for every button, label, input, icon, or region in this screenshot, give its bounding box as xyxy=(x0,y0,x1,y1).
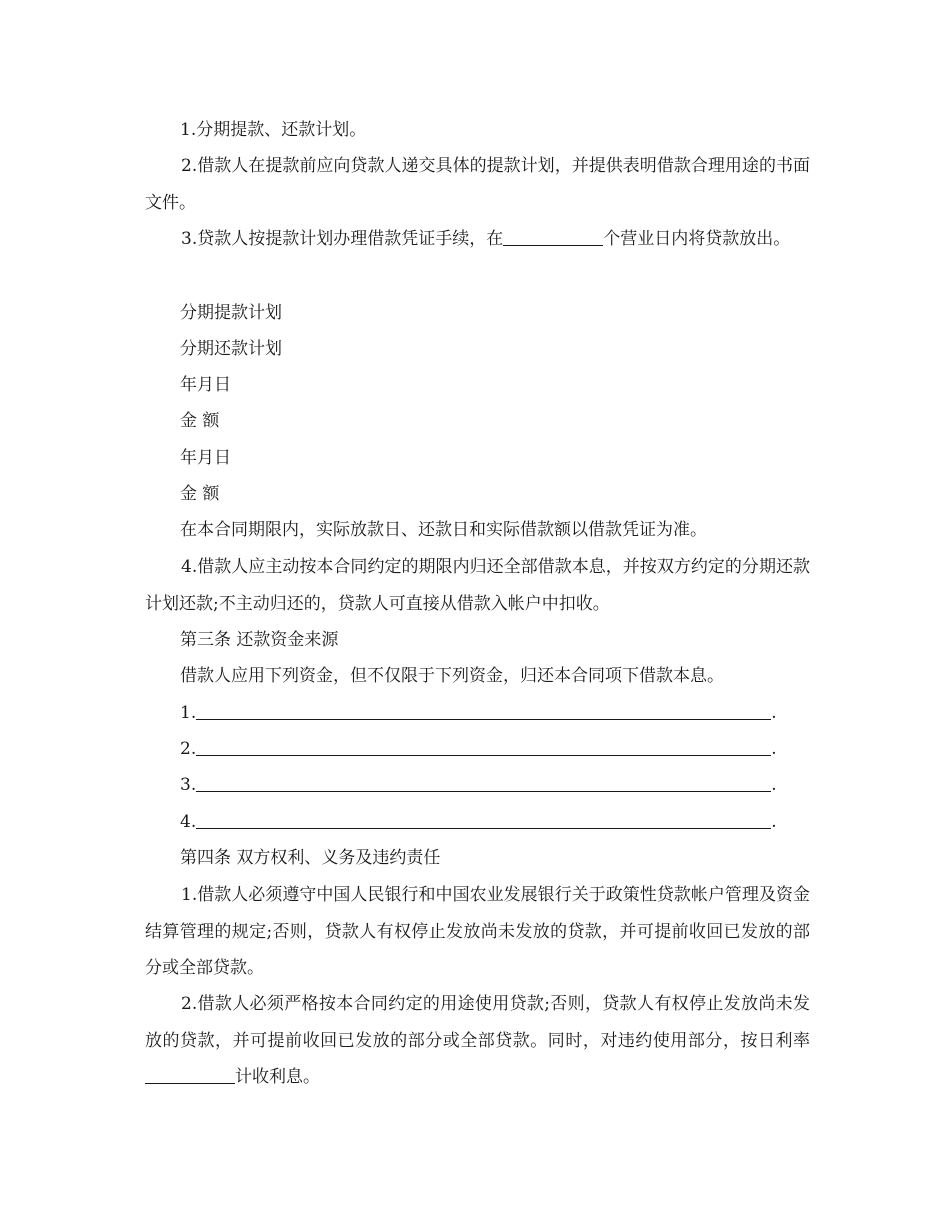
loan-release-text-after: 个营业日内将贷款放出。 xyxy=(603,229,791,249)
source-blank-3 xyxy=(196,773,771,792)
business-days-blank xyxy=(503,227,603,246)
paragraph-loan-release xyxy=(145,221,810,258)
loan-usage-text-before: 2.借款人必须严格按本合同约定的用途使用贷款;否则，贷款人有权停止发放尚未发放的贷款，并可提前收回已发放的部分或全部贷款。同时，对违约使用部分，按日利率 xyxy=(145,994,810,1051)
amount-label-1: 金 额 xyxy=(180,411,220,431)
loan-usage-text-after: 计收利息。 xyxy=(235,1067,320,1087)
source-blank-2 xyxy=(196,737,771,756)
source-number-1: 1. xyxy=(180,703,197,723)
paragraph-loan-usage xyxy=(145,986,810,1096)
article-3-title: 第三条 还款资金来源 xyxy=(180,630,339,650)
paragraph-draw-plan: 2.借款人在提款前应向贷款人递交具体的提款计划，并提供表明借款合理用途的书面文件。 xyxy=(145,156,810,213)
source-number-4: 4. xyxy=(180,812,197,832)
paragraph-plan-heading: 1.分期提款、还款计划。 xyxy=(180,120,367,140)
source-end-3: . xyxy=(771,775,777,795)
funding-source-line-2 xyxy=(180,737,777,761)
paragraph-repayment: 4.借款人应主动按本合同约定的期限内归还全部借款本息，并按双方约定的分期还款计划还款;不主动归还的，贷款人可直接从借款入帐户中扣收。 xyxy=(145,557,810,614)
paragraph-account-rules: 1.借款人必须遵守中国人民银行和中国农业发展银行关于政策性贷款帐户管理及资金结算管理的规定;否则，贷款人有权停止发放尚未发放的贷款，并可提前收回已发放的部分或全部贷款。 xyxy=(145,885,810,978)
source-end-4: . xyxy=(771,812,777,832)
source-end-2: . xyxy=(771,739,777,759)
repay-plan-label: 分期还款计划 xyxy=(180,339,282,359)
funding-source-line-3 xyxy=(180,773,777,797)
source-blank-4 xyxy=(196,810,771,829)
source-end-1: . xyxy=(771,703,777,723)
article-4-title: 第四条 双方权利、义务及违约责任 xyxy=(180,848,441,868)
paragraph-term-note: 在本合同期限内，实际放款日、还款日和实际借款额以借款凭证为准。 xyxy=(180,520,707,540)
daily-rate-blank xyxy=(145,1065,235,1084)
amount-label-2: 金 额 xyxy=(180,484,220,504)
date-label-1: 年月日 xyxy=(180,375,231,395)
draw-plan-label: 分期提款计划 xyxy=(180,303,282,323)
article-3-intro: 借款人应用下列资金，但不仅限于下列资金，归还本合同项下借款本息。 xyxy=(180,666,724,686)
source-number-3: 3. xyxy=(180,775,197,795)
funding-source-line-1 xyxy=(180,701,777,725)
funding-source-line-4 xyxy=(180,810,777,834)
loan-release-text-before: 3.贷款人按提款计划办理借款凭证手续，在 xyxy=(181,229,504,249)
source-blank-1 xyxy=(196,701,771,720)
date-label-2: 年月日 xyxy=(180,448,231,468)
source-number-2: 2. xyxy=(180,739,197,759)
